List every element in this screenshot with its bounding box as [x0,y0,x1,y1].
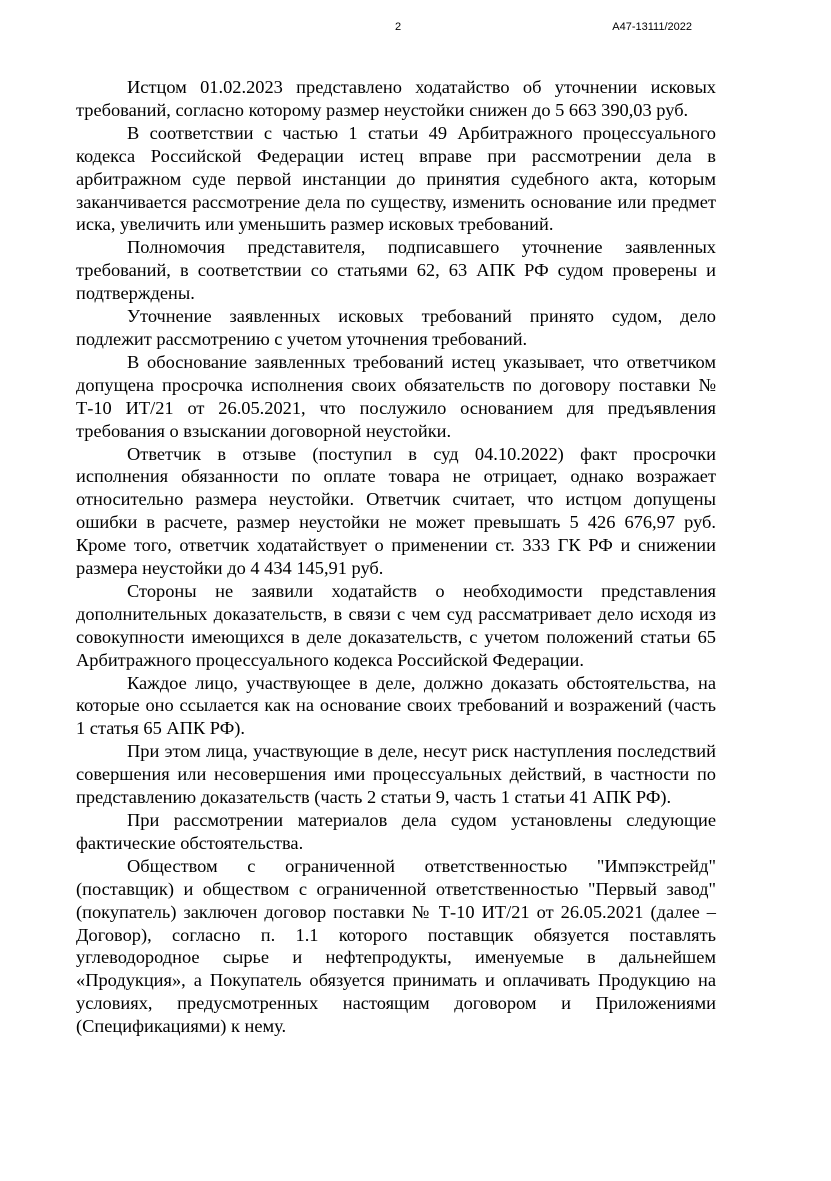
case-number: А47-13111/2022 [612,21,692,33]
paragraph-supply-contract: Обществом с ограниченной ответственностью "Импэкстрейд" (поставщик) и обществом с ограниченной ответственностью "Первый завод" (покупатель) заключен договор поставки № Т-10 ИТ/21 от 26.05.2021 (далее – Договор), согласно п. 1.1 которого поставщик обязуется поставлять углеводородное сырье и нефтепродукты, именуемые в дальнейшем «Продукция», а Покупатель обязуется принимать и оплачивать Продукцию на условиях, предусмотренных настоящим договором и Приложениями (Спецификациями) к нему. [76,855,716,1037]
paragraph-clarification-accepted: Уточнение заявленных исковых требований принято судом, дело подлежит рассмотрению с учетом уточнения требований. [76,306,716,349]
paragraph-clarification-petition: Истцом 01.02.2023 представлено ходатайство об уточнении исковых требований, согласно которому размер неустойки снижен до 5 663 390,03 руб. [76,77,716,120]
paragraph-defendant-response: Ответчик в отзыве (поступил в суд 04.10.2022) факт просрочки исполнения обязанности по оплате товара не отрицает, однако возражает относительно размера неустойки. Ответчик считает, что истцом допущены ошибки в расчете, размер неустойки не может превышать 5 426 676,97 руб. Кроме того, ответчик ходатайствует о применении ст. 333 ГК РФ и снижении размера неустойки до 4 434 145,91 руб. [76,443,716,579]
document-body [76,76,716,1038]
page-number: 2 [394,21,402,33]
paragraph-established-facts: При рассмотрении материалов дела судом установлены следующие фактические обстоятельства. [76,810,716,853]
paragraph-procedural-risk: При этом лица, участвующие в деле, несут риск наступления последствий совершения или несовершения ими процессуальных действий, в частности по представлению доказательств (часть 2 статьи 9, часть 1 статьи 41 АПК РФ). [76,741,716,808]
paragraph-article-49: В соответствии с частью 1 статьи 49 Арбитражного процессуального кодекса Российской Федерации истец вправе при рассмотрении дела в арбитражном суде первой инстанции до принятия судебного акта, которым заканчивается рассмотрение дела по существу, изменить основание или предмет иска, увеличить или уменьшить размер исковых требований. [76,122,716,235]
paragraph-evidence: Стороны не заявили ходатайств о необходимости представления дополнительных доказательств, в связи с чем суд рассматривает дело исходя из совокупности имеющихся в деле доказательств, с учетом положений статьи 65 Арбитражного процессуального кодекса Российской Федерации. [76,580,716,670]
paragraph-representative-authority: Полномочия представителя, подписавшего уточнение заявленных требований, в соответствии со статьями 62, 63 АПК РФ судом проверены и подтверждены. [76,237,716,304]
paragraph-burden-of-proof: Каждое лицо, участвующее в деле, должно доказать обстоятельства, на которые оно ссылается как на основание своих требований и возражений (часть 1 статья 65 АПК РФ). [76,672,716,739]
paragraph-claim-grounds: В обоснование заявленных требований истец указывает, что ответчиком допущена просрочка исполнения своих обязательств по договору поставки № Т-10 ИТ/21 от 26.05.2021, что послужило основанием для предъявления требования о взыскании договорной неустойки. [76,351,716,441]
